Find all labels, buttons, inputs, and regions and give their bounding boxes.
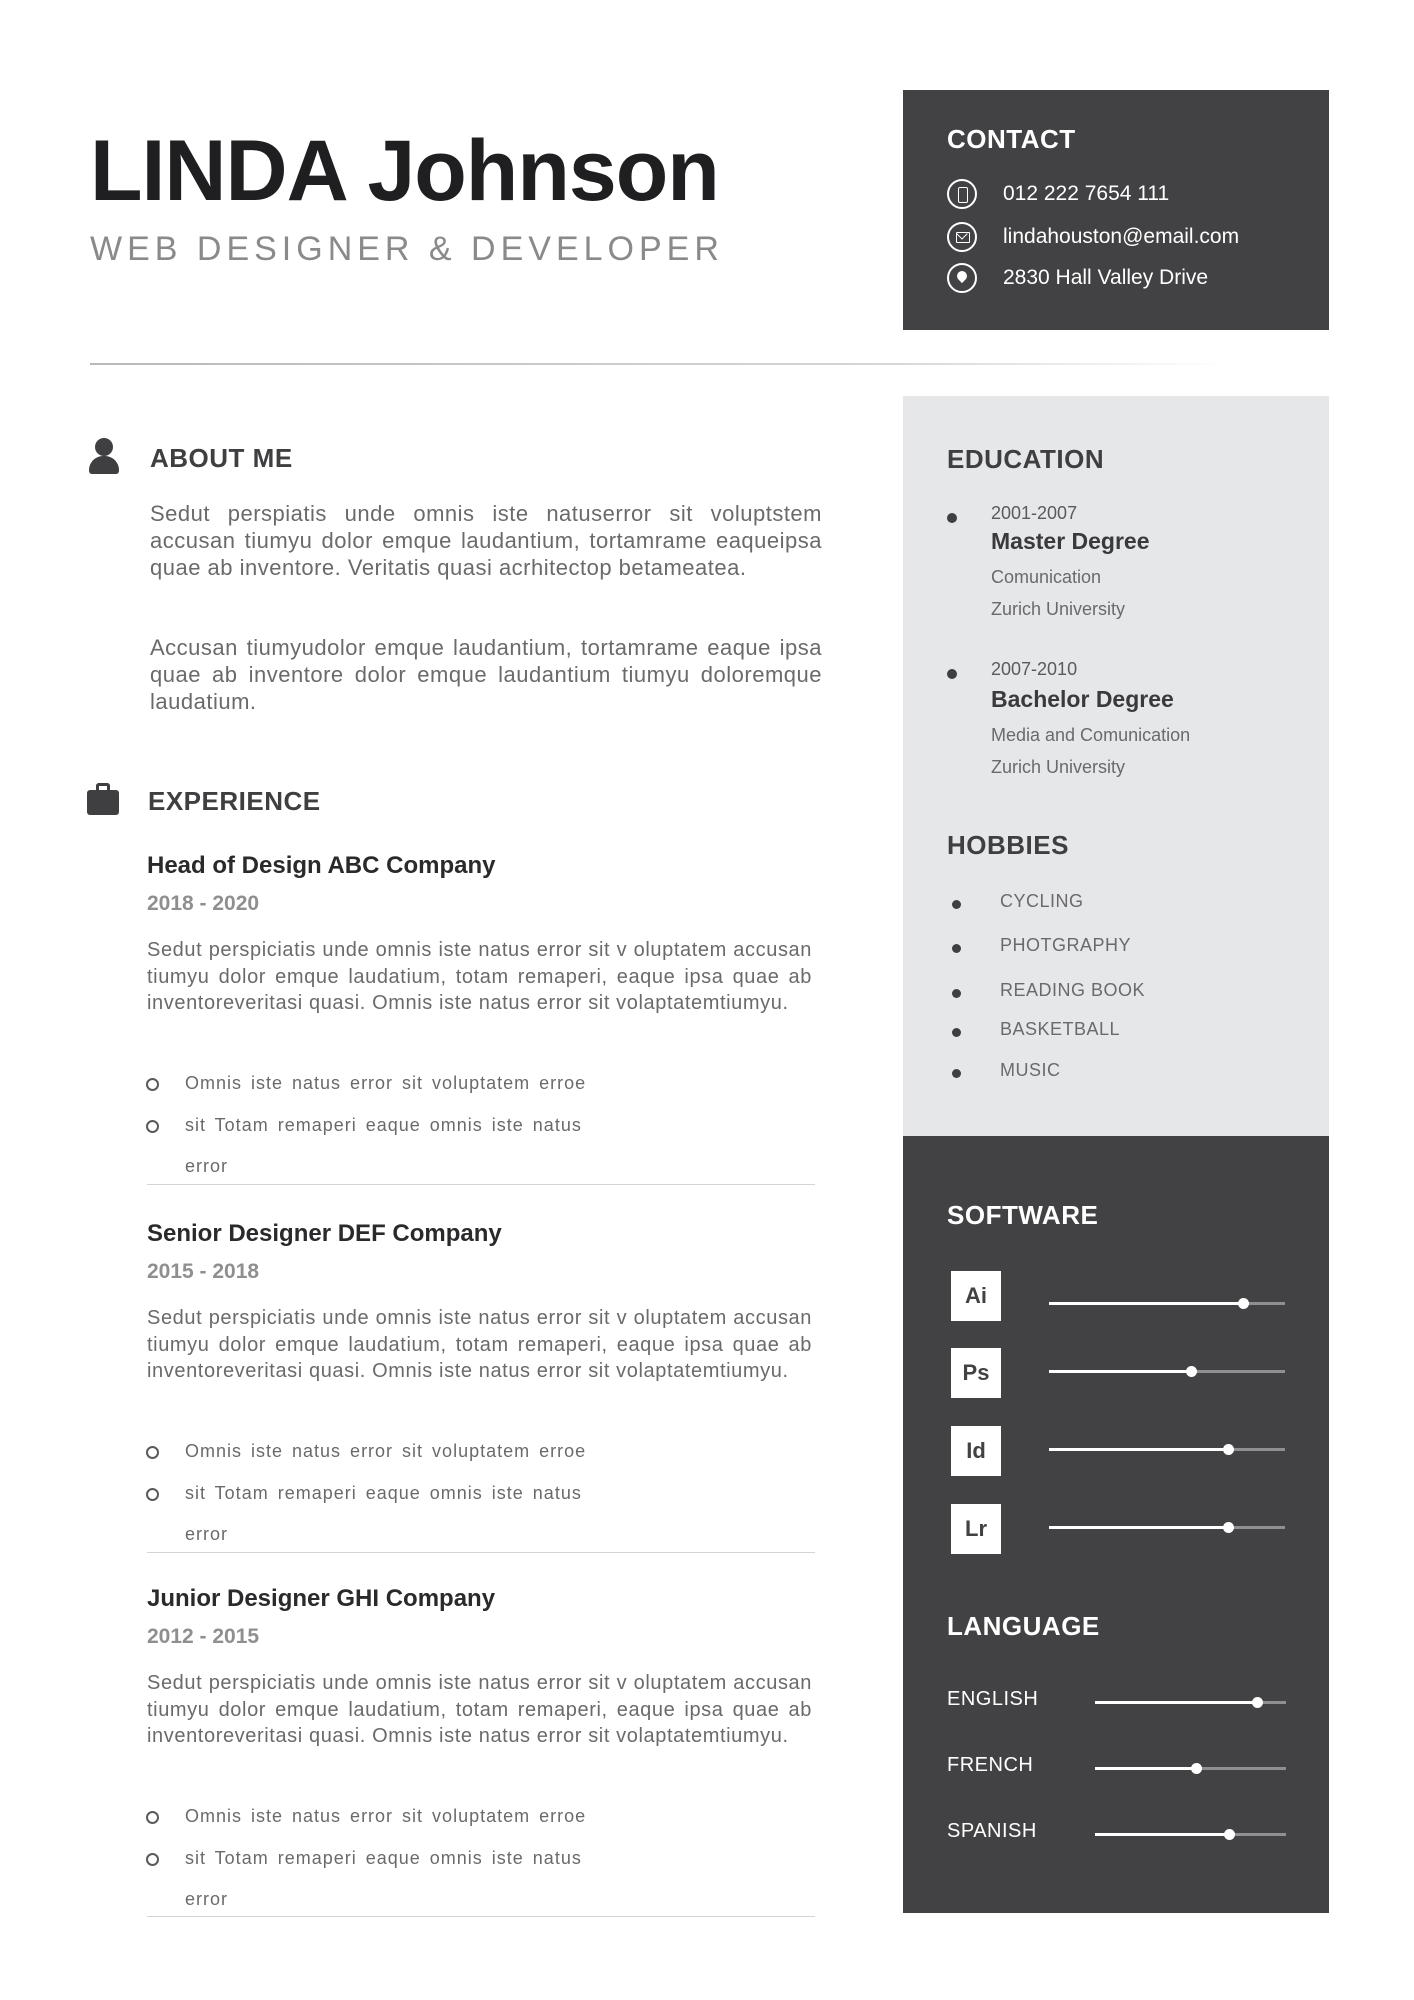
language-label: FRENCH xyxy=(947,1754,1034,1776)
skill-bar-fill xyxy=(1049,1302,1243,1305)
skill-bar-fill xyxy=(1049,1526,1228,1529)
skill-bar xyxy=(1049,1370,1285,1373)
skill-bar-knob xyxy=(1186,1366,1197,1377)
job-title: Senior Designer DEF Company xyxy=(147,1220,502,1247)
language-bar xyxy=(1095,1833,1286,1836)
bullet-dot-icon xyxy=(952,900,961,909)
education-field: Media and Comunication xyxy=(991,725,1191,745)
hobby-label: BASKETBALL xyxy=(1000,1019,1121,1039)
language-bar xyxy=(1095,1701,1286,1704)
language-bar-knob xyxy=(1252,1697,1263,1708)
job-description: Sedut perspiciatis unde omnis iste natus error sit v oluptatem accusan tiumyu dolor emque laudatium, totam remaperi, eaque ipsa quae ab inventoreveritasi quasi. Omnis iste natus error sit volaptatemtiumyu. xyxy=(147,1307,812,1382)
hobby-label: MUSIC xyxy=(1000,1060,1061,1080)
about-heading: ABOUT ME xyxy=(150,443,293,473)
education-degree: Bachelor Degree xyxy=(991,686,1174,712)
circle-bullet-icon xyxy=(146,1488,159,1501)
bullet-dot-icon xyxy=(952,989,961,998)
bullet-dot-icon xyxy=(947,513,957,523)
circle-bullet-icon xyxy=(146,1446,159,1459)
contact-address: 2830 Hall Valley Drive xyxy=(1003,266,1209,289)
bullet-dot-icon xyxy=(952,1069,961,1078)
candidate-name: LINDA Johnson xyxy=(90,123,719,219)
contact-panel xyxy=(903,90,1329,330)
education-years: 2001-2007 xyxy=(991,503,1078,523)
bullet-dot-icon xyxy=(952,944,961,953)
phone-icon xyxy=(947,179,977,209)
job-title: Head of Design ABC Company xyxy=(147,852,496,879)
experience-heading: EXPERIENCE xyxy=(148,786,321,816)
skill-bar xyxy=(1049,1448,1285,1451)
skill-bar-fill xyxy=(1049,1448,1228,1451)
contact-address-row xyxy=(947,262,1208,294)
language-bar-fill xyxy=(1095,1767,1196,1770)
mail-icon xyxy=(947,222,977,252)
education-heading: EDUCATION xyxy=(947,444,1105,474)
skill-bar-knob xyxy=(1238,1298,1249,1309)
language-bar xyxy=(1095,1767,1286,1770)
job-separator xyxy=(147,1552,815,1553)
circle-bullet-icon xyxy=(146,1853,159,1866)
hobbies-heading: HOBBIES xyxy=(947,830,1069,860)
language-heading: LANGUAGE xyxy=(947,1611,1100,1641)
job-description: Sedut perspiciatis unde omnis iste natus error sit v oluptatem accusan tiumyu dolor emque laudatium, totam remaperi, eaque ipsa quae ab inventoreveritasi quasi. Omnis iste natus error sit volaptatemtiumyu. xyxy=(147,939,812,1014)
indesign-icon: Id xyxy=(951,1426,1001,1476)
job-bullet: sit Totam remaperi eaque omnis iste natus xyxy=(185,1115,582,1135)
contact-email-row xyxy=(947,221,1239,253)
candidate-title: WEB DESIGNER & DEVELOPER xyxy=(90,230,724,268)
education-field: Comunication xyxy=(991,567,1102,587)
about-paragraph-2: Accusan tiumyudolor emque laudantium, tortamrame eaque ipsa quae ab inventore dolor emque laudantium tiumyu doloremque laudatium. xyxy=(150,635,822,714)
education-school: Zurich University xyxy=(991,757,1126,777)
job-title: Junior Designer GHI Company xyxy=(147,1585,496,1612)
job-years: 2018 - 2020 xyxy=(147,892,260,915)
job-bullet-continuation: error xyxy=(185,1889,229,1909)
job-bullet: Omnis iste natus error sit voluptatem erroe xyxy=(185,1073,587,1093)
education-degree: Master Degree xyxy=(991,528,1150,554)
language-bar-fill xyxy=(1095,1701,1257,1704)
language-bar-fill xyxy=(1095,1833,1229,1836)
location-pin-icon xyxy=(947,263,977,293)
language-bar-knob xyxy=(1191,1763,1202,1774)
contact-phone-row xyxy=(947,178,1169,210)
job-bullet: Omnis iste natus error sit voluptatem erroe xyxy=(185,1806,587,1826)
contact-phone: 012 222 7654 111 xyxy=(1003,182,1170,205)
about-paragraph-1: Sedut perspiatis unde omnis iste natuserror sit voluptstem accusan tiumyu dolor emque laudantium, tortamrame eaqueipsa quae ab inventore. Veritatis quasi acrhitectop betameatea. xyxy=(150,501,822,580)
language-label: SPANISH xyxy=(947,1820,1037,1842)
circle-bullet-icon xyxy=(146,1120,159,1133)
job-separator xyxy=(147,1916,815,1917)
skill-bar-knob xyxy=(1223,1522,1234,1533)
skill-bar xyxy=(1049,1302,1285,1305)
job-description: Sedut perspiciatis unde omnis iste natus error sit v oluptatem accusan tiumyu dolor emque laudatium, totam remaperi, eaque ipsa quae ab inventoreveritasi quasi. Omnis iste natus error sit volaptatemtiumyu. xyxy=(147,1672,812,1747)
skills-panel xyxy=(903,1136,1329,1913)
bullet-dot-icon xyxy=(947,669,957,679)
bullet-dot-icon xyxy=(952,1028,961,1037)
circle-bullet-icon xyxy=(146,1078,159,1091)
job-bullet: sit Totam remaperi eaque omnis iste natus xyxy=(185,1848,582,1868)
skill-bar-fill xyxy=(1049,1370,1191,1373)
job-years: 2015 - 2018 xyxy=(147,1260,260,1283)
job-bullet-continuation: error xyxy=(185,1524,229,1544)
photoshop-icon: Ps xyxy=(951,1348,1001,1398)
language-label: ENGLISH xyxy=(947,1688,1039,1710)
job-bullet: sit Totam remaperi eaque omnis iste natus xyxy=(185,1483,582,1503)
lightroom-icon: Lr xyxy=(951,1504,1001,1554)
job-bullet-continuation: error xyxy=(185,1156,229,1176)
contact-email: lindahouston@email.com xyxy=(1003,225,1240,248)
hobby-label: CYCLING xyxy=(1000,891,1084,911)
contact-heading: CONTACT xyxy=(947,124,1076,154)
illustrator-icon: Ai xyxy=(951,1271,1001,1321)
job-bullet: Omnis iste natus error sit voluptatem erroe xyxy=(185,1441,587,1461)
header-divider xyxy=(90,363,1230,365)
language-bar-knob xyxy=(1224,1829,1235,1840)
education-school: Zurich University xyxy=(991,599,1126,619)
software-heading: SOFTWARE xyxy=(947,1200,1099,1230)
education-hobbies-panel xyxy=(903,396,1329,1136)
job-separator xyxy=(147,1184,815,1185)
education-years: 2007-2010 xyxy=(991,659,1078,679)
job-years: 2012 - 2015 xyxy=(147,1625,260,1648)
skill-bar-knob xyxy=(1223,1444,1234,1455)
hobby-label: PHOTGRAPHY xyxy=(1000,935,1132,955)
circle-bullet-icon xyxy=(146,1811,159,1824)
skill-bar xyxy=(1049,1526,1285,1529)
hobby-label: READING BOOK xyxy=(1000,980,1146,1000)
